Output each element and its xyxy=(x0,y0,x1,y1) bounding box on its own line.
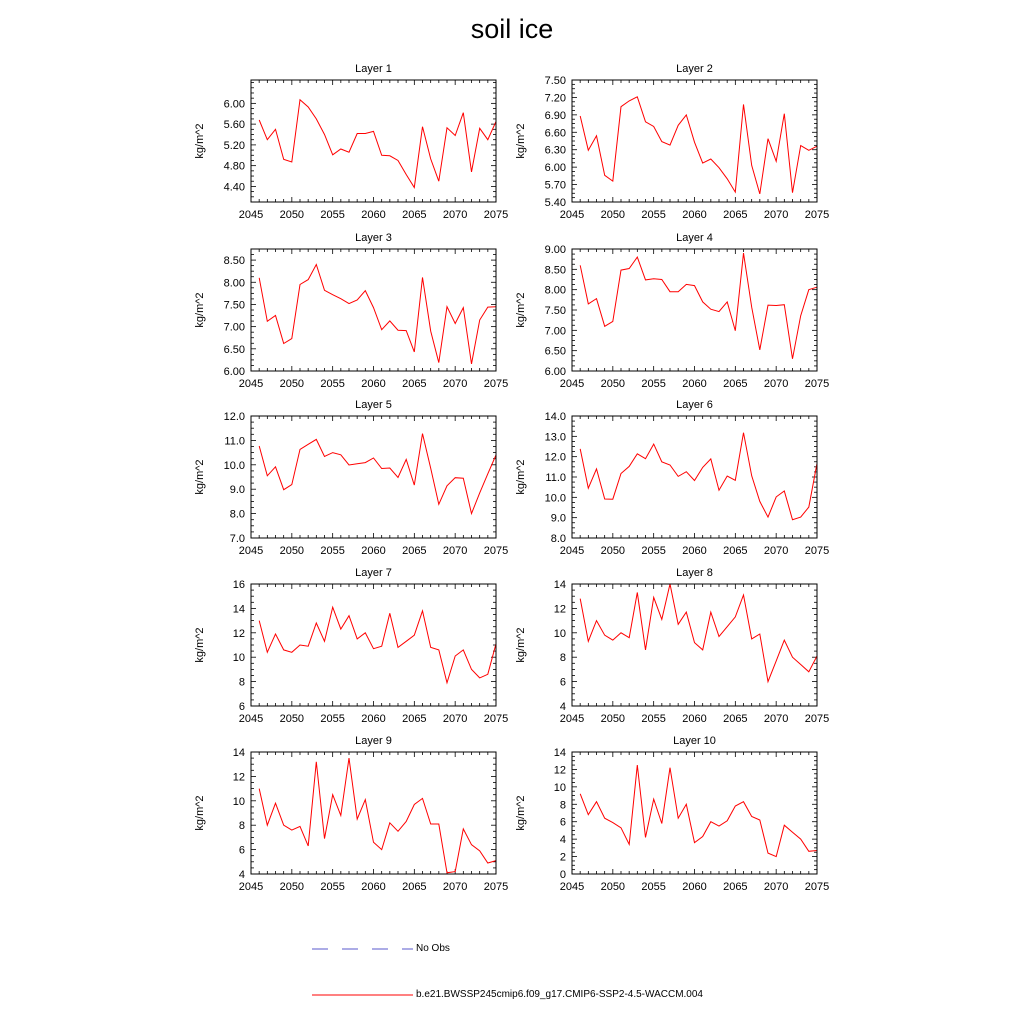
x-tick-label: 2065 xyxy=(723,881,748,893)
panel-4 xyxy=(515,232,829,390)
y-tick-label: 12 xyxy=(232,627,245,640)
y-axis-label: kg/m^2 xyxy=(515,292,527,328)
y-tick-label: 7.50 xyxy=(223,299,245,312)
panel-title: Layer 3 xyxy=(355,232,392,244)
y-tick-label: 6.00 xyxy=(223,98,245,111)
plot-frame xyxy=(572,416,817,538)
y-tick-label: 8 xyxy=(559,799,566,812)
series-line xyxy=(580,584,817,682)
panel-10 xyxy=(515,735,829,893)
panel-title: Layer 5 xyxy=(355,399,392,411)
x-tick-label: 2075 xyxy=(483,713,509,725)
legend-label-no-obs: No Obs xyxy=(416,943,450,954)
x-tick-label: 2060 xyxy=(361,713,386,725)
panel-9 xyxy=(194,735,508,893)
y-tick-label: 5.40 xyxy=(544,197,566,209)
x-tick-label: 2050 xyxy=(600,881,626,893)
x-tick-label: 2070 xyxy=(442,713,468,725)
y-tick-label: 4.40 xyxy=(223,181,245,194)
y-tick-label: 6 xyxy=(238,701,245,713)
x-tick-label: 2075 xyxy=(804,545,830,557)
y-tick-label: 12 xyxy=(553,764,566,777)
y-tick-label: 10 xyxy=(553,781,566,794)
x-tick-label: 2055 xyxy=(320,209,345,221)
y-tick-label: 6 xyxy=(559,676,566,689)
x-tick-label: 2075 xyxy=(804,209,830,221)
y-tick-label: 10.0 xyxy=(223,459,245,472)
x-tick-label: 2075 xyxy=(483,545,509,557)
x-tick-label: 2045 xyxy=(238,713,264,725)
x-tick-label: 2075 xyxy=(804,378,830,390)
y-tick-label: 9.00 xyxy=(544,244,566,256)
x-tick-label: 2065 xyxy=(402,881,427,893)
x-tick-label: 2075 xyxy=(483,881,509,893)
panel-7 xyxy=(194,567,508,725)
y-axis-label: kg/m^2 xyxy=(194,123,206,159)
x-tick-label: 2050 xyxy=(279,881,305,893)
y-tick-label: 8.50 xyxy=(544,264,566,277)
x-tick-label: 2050 xyxy=(600,713,626,725)
y-tick-label: 14 xyxy=(553,747,566,759)
y-tick-label: 10.0 xyxy=(544,492,566,505)
plot-frame xyxy=(572,584,817,706)
panel-title: Layer 10 xyxy=(673,735,716,747)
y-tick-label: 16 xyxy=(232,579,245,591)
panel-2 xyxy=(515,63,829,221)
x-tick-label: 2060 xyxy=(682,378,707,390)
y-tick-label: 2 xyxy=(559,851,566,864)
series-line xyxy=(259,758,496,873)
y-axis-label: kg/m^2 xyxy=(194,459,206,495)
y-tick-label: 6.00 xyxy=(544,162,566,175)
y-tick-label: 6.00 xyxy=(544,366,566,378)
series-line xyxy=(580,765,817,857)
x-tick-label: 2050 xyxy=(600,378,626,390)
y-tick-label: 5.70 xyxy=(544,179,566,192)
y-tick-label: 10 xyxy=(232,795,245,808)
panel-title: Layer 2 xyxy=(676,63,713,75)
y-tick-label: 6.90 xyxy=(544,109,566,122)
panel-6 xyxy=(515,399,829,557)
series-line xyxy=(259,100,496,188)
x-tick-label: 2060 xyxy=(361,881,386,893)
x-tick-label: 2045 xyxy=(559,545,585,557)
y-tick-label: 7.50 xyxy=(544,75,566,87)
y-tick-label: 6.60 xyxy=(544,127,566,140)
x-tick-label: 2060 xyxy=(682,209,707,221)
x-tick-label: 2065 xyxy=(723,209,748,221)
y-tick-label: 14 xyxy=(553,579,566,591)
y-tick-label: 8 xyxy=(559,652,566,665)
panel-title: Layer 6 xyxy=(676,399,713,411)
x-tick-label: 2065 xyxy=(402,713,427,725)
x-tick-label: 2065 xyxy=(402,545,427,557)
figure-title: soil ice xyxy=(470,14,554,44)
y-tick-label: 6 xyxy=(238,844,245,857)
x-tick-label: 2065 xyxy=(723,378,748,390)
y-tick-label: 8.50 xyxy=(223,255,245,268)
y-tick-label: 8.00 xyxy=(223,277,245,290)
y-tick-label: 8.0 xyxy=(229,508,245,521)
series-line xyxy=(580,433,817,520)
y-tick-label: 6.50 xyxy=(223,343,245,356)
x-tick-label: 2045 xyxy=(238,545,264,557)
y-axis-label: kg/m^2 xyxy=(194,627,206,663)
y-tick-label: 6.30 xyxy=(544,144,566,157)
x-tick-label: 2055 xyxy=(641,881,666,893)
y-tick-label: 12.0 xyxy=(544,451,566,464)
x-tick-label: 2055 xyxy=(641,713,666,725)
x-tick-label: 2065 xyxy=(402,378,427,390)
series-line xyxy=(580,253,817,359)
x-tick-label: 2060 xyxy=(361,209,386,221)
x-tick-label: 2045 xyxy=(559,881,585,893)
plot-frame xyxy=(572,249,817,371)
x-tick-label: 2045 xyxy=(238,881,264,893)
y-tick-label: 7.0 xyxy=(229,533,245,545)
y-tick-label: 12.0 xyxy=(223,411,245,423)
y-tick-label: 7.20 xyxy=(544,92,566,105)
x-tick-label: 2060 xyxy=(682,713,707,725)
y-axis-label: kg/m^2 xyxy=(194,292,206,328)
plot-frame xyxy=(251,249,496,371)
x-tick-label: 2065 xyxy=(723,545,748,557)
panel-title: Layer 9 xyxy=(355,735,392,747)
y-tick-label: 5.20 xyxy=(223,139,245,152)
panel-3 xyxy=(194,232,508,390)
x-tick-label: 2045 xyxy=(559,713,585,725)
series-line xyxy=(259,434,496,514)
x-tick-label: 2050 xyxy=(279,545,305,557)
x-tick-label: 2070 xyxy=(442,209,468,221)
x-tick-label: 2055 xyxy=(641,378,666,390)
y-tick-label: 4 xyxy=(559,834,566,847)
y-tick-label: 14 xyxy=(232,603,245,616)
x-tick-label: 2075 xyxy=(483,378,509,390)
x-tick-label: 2055 xyxy=(641,545,666,557)
x-tick-label: 2055 xyxy=(320,713,345,725)
y-tick-label: 6.00 xyxy=(223,366,245,378)
x-tick-label: 2060 xyxy=(361,545,386,557)
plot-frame xyxy=(251,584,496,706)
y-tick-label: 12 xyxy=(553,603,566,616)
y-tick-label: 14.0 xyxy=(544,411,566,423)
x-tick-label: 2070 xyxy=(763,545,789,557)
x-tick-label: 2070 xyxy=(763,713,789,725)
x-tick-label: 2060 xyxy=(361,378,386,390)
x-tick-label: 2075 xyxy=(804,713,830,725)
x-tick-label: 2055 xyxy=(320,881,345,893)
y-axis-label: kg/m^2 xyxy=(194,795,206,831)
y-axis-label: kg/m^2 xyxy=(515,459,527,495)
y-tick-label: 5.60 xyxy=(223,119,245,132)
x-tick-label: 2075 xyxy=(804,881,830,893)
y-tick-label: 4 xyxy=(238,869,245,881)
y-tick-label: 4 xyxy=(559,701,566,713)
x-tick-label: 2045 xyxy=(559,378,585,390)
x-tick-label: 2055 xyxy=(320,545,345,557)
y-tick-label: 9.0 xyxy=(229,484,245,497)
y-axis-label: kg/m^2 xyxy=(515,123,527,159)
panel-title: Layer 1 xyxy=(355,63,392,75)
y-tick-label: 9.0 xyxy=(550,512,566,525)
y-tick-label: 11.0 xyxy=(224,435,245,448)
plot-frame xyxy=(251,416,496,538)
x-tick-label: 2050 xyxy=(279,209,305,221)
x-tick-label: 2065 xyxy=(402,209,427,221)
y-tick-label: 8.0 xyxy=(550,533,566,545)
x-tick-label: 2070 xyxy=(442,378,468,390)
y-tick-label: 8 xyxy=(238,820,245,833)
y-tick-label: 6 xyxy=(559,816,566,829)
legend-label-model: b.e21.BWSSP245cmip6.f09_g17.CMIP6-SSP2-4.5-WACCM.004 xyxy=(416,989,703,1000)
x-tick-label: 2070 xyxy=(442,545,468,557)
x-tick-label: 2055 xyxy=(641,209,666,221)
plot-frame xyxy=(251,80,496,202)
y-tick-label: 0 xyxy=(559,869,566,881)
x-tick-label: 2045 xyxy=(559,209,585,221)
panel-title: Layer 8 xyxy=(676,567,713,579)
y-tick-label: 10 xyxy=(553,627,566,640)
x-tick-label: 2065 xyxy=(723,713,748,725)
x-tick-label: 2050 xyxy=(600,545,626,557)
x-tick-label: 2050 xyxy=(279,713,305,725)
panel-8 xyxy=(515,567,829,725)
x-tick-label: 2070 xyxy=(763,209,789,221)
y-tick-label: 8.00 xyxy=(544,284,566,297)
y-tick-label: 13.0 xyxy=(544,431,566,444)
panel-title: Layer 7 xyxy=(355,567,392,579)
x-tick-label: 2070 xyxy=(763,378,789,390)
x-tick-label: 2045 xyxy=(238,209,264,221)
y-tick-label: 7.50 xyxy=(544,305,566,317)
y-tick-label: 7.00 xyxy=(544,325,566,338)
x-tick-label: 2070 xyxy=(763,881,789,893)
plot-frame xyxy=(572,752,817,874)
y-axis-label: kg/m^2 xyxy=(515,795,527,831)
y-tick-label: 10 xyxy=(232,652,245,665)
y-tick-label: 12 xyxy=(232,771,245,784)
series-line xyxy=(580,97,817,194)
y-tick-label: 14 xyxy=(232,747,245,759)
y-tick-label: 4.80 xyxy=(223,160,245,173)
x-tick-label: 2050 xyxy=(600,209,626,221)
plot-frame xyxy=(251,752,496,874)
y-tick-label: 7.00 xyxy=(223,321,245,334)
y-tick-label: 11.0 xyxy=(545,472,566,484)
x-tick-label: 2055 xyxy=(320,378,345,390)
x-tick-label: 2060 xyxy=(682,881,707,893)
series-line xyxy=(259,265,496,364)
x-tick-label: 2075 xyxy=(483,209,509,221)
x-tick-label: 2070 xyxy=(442,881,468,893)
x-tick-label: 2050 xyxy=(279,378,305,390)
series-line xyxy=(259,607,496,683)
y-axis-label: kg/m^2 xyxy=(515,627,527,663)
panel-title: Layer 4 xyxy=(676,232,713,244)
panel-1 xyxy=(194,63,508,221)
x-tick-label: 2060 xyxy=(682,545,707,557)
y-tick-label: 8 xyxy=(238,676,245,689)
panel-5 xyxy=(194,399,508,557)
x-tick-label: 2045 xyxy=(238,378,264,390)
y-tick-label: 6.50 xyxy=(544,345,566,358)
